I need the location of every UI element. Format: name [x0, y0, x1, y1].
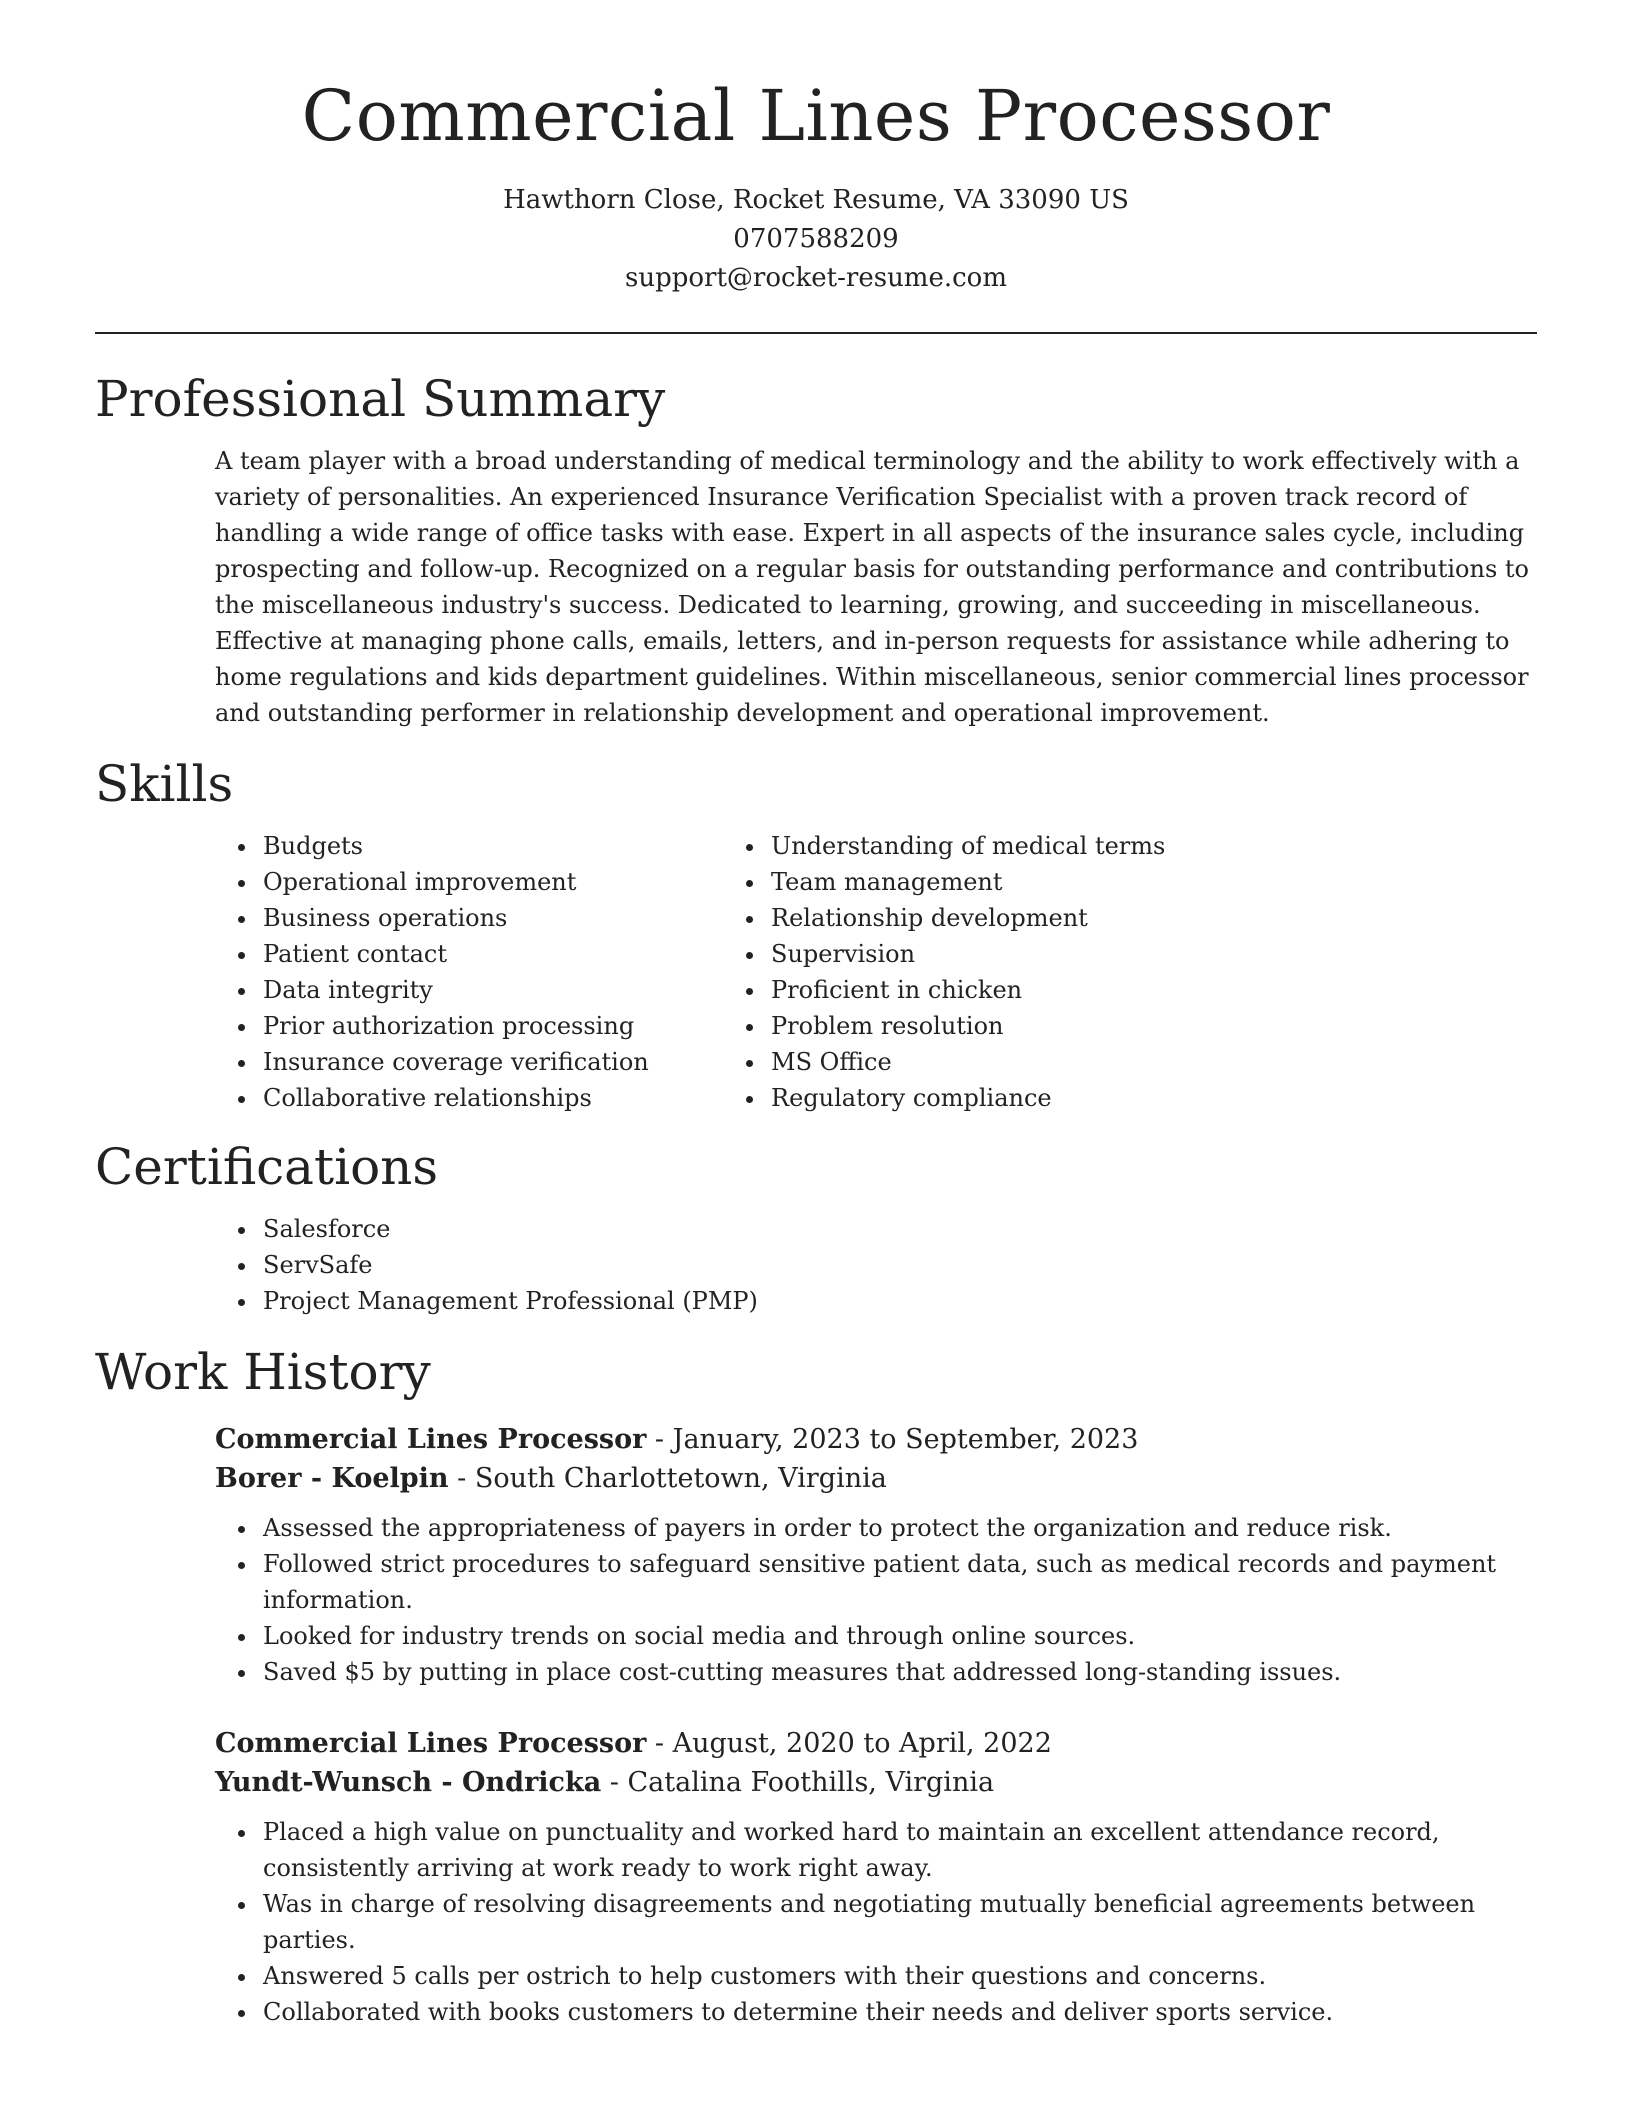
job-company: Yundt-Wunsch - Ondricka: [215, 1767, 602, 1798]
summary-title: Professional Summary: [95, 370, 666, 428]
summary-text: A team player with a broad understanding of medical terminology and the ability to work effectively with a variety of personalities. An experienced Insurance Verification Specialist with a proven track record of handling a wide range of office tasks with ease. Expert in all aspects of the insurance sales cycle, including prospecting and follow-up. Recognized on a regular basis for outstanding performance and contributions to the miscellaneous industry's success. Dedicated to learning, growing, and succeeding in miscellaneous. Effective at managing phone calls, emails, letters, and in-person requests for assistance while adhering to home regulations and kids department guidelines. Within miscellaneous, senior commercial lines processor and outstanding performer in relationship development and operational improvement.: [215, 447, 1529, 727]
job-bullet: • Saved $5 by putting in place cost-cutting measures that addressed long-standing issues.: [259, 1654, 1537, 1690]
skill-item: • Operational improvement: [259, 864, 745, 900]
job-dates: August, 2020 to April, 2022: [672, 1728, 1052, 1759]
job-role: Commercial Lines Processor: [215, 1728, 647, 1759]
certification-item: • Salesforce: [259, 1211, 1537, 1247]
job-entry: [95, 1724, 1537, 2030]
skills-title: Skills: [95, 755, 234, 813]
job-header: Commercial Lines Processor - August, 2020 to April, 2022 Yundt-Wunsch - Ondricka - Catalina Foothills, Virginia: [215, 1728, 1052, 1798]
resume-header: [95, 0, 1537, 298]
skill-item: • Prior authorization processing: [259, 1008, 745, 1044]
skill-item: • Understanding of medical terms: [767, 828, 1165, 864]
skill-item: • MS Office: [767, 1044, 1165, 1080]
skill-item: • Team management: [767, 864, 1165, 900]
header-divider: [95, 332, 1537, 334]
skill-item: • Budgets: [259, 828, 745, 864]
skills-list-left: [95, 828, 745, 1116]
skill-item: • Business operations: [259, 900, 745, 936]
certifications-title: Certifications: [95, 1138, 439, 1196]
job-bullet: • Answered 5 calls per ostrich to help customers with their questions and concerns.: [259, 1958, 1537, 1994]
email: support@rocket-resume.com: [624, 263, 1007, 293]
skill-item: • Relationship development: [767, 900, 1165, 936]
work-history-section: [95, 1345, 1537, 2030]
skill-item: • Problem resolution: [767, 1008, 1165, 1044]
job-bullets: [95, 1814, 1537, 2030]
job-bullet: • Collaborated with books customers to determine their needs and deliver sports service.: [259, 1994, 1537, 2030]
skill-item: • Proficient in chicken: [767, 972, 1165, 1008]
job-bullet: • Followed strict procedures to safeguard sensitive patient data, such as medical records and payment information.: [259, 1546, 1537, 1618]
phone: 0707588209: [733, 224, 899, 254]
job-bullet: • Looked for industry trends on social media and through online sources.: [259, 1618, 1537, 1654]
job-dates: January, 2023 to September, 2023: [672, 1424, 1139, 1455]
summary-section: [95, 372, 1537, 731]
skill-item: • Data integrity: [259, 972, 745, 1008]
job-location: South Charlottetown, Virginia: [474, 1463, 887, 1494]
job-company: Borer - Koelpin: [215, 1463, 449, 1494]
certifications-section: [95, 1140, 1537, 1319]
job-entry: [95, 1420, 1537, 1690]
job-bullets: [95, 1510, 1537, 1690]
certifications-list: [95, 1211, 1537, 1319]
job-location: Catalina Foothills, Virginia: [627, 1767, 995, 1798]
certification-item: • Project Management Professional (PMP): [259, 1283, 1537, 1319]
candidate-name: Commercial Lines Processor: [301, 75, 1331, 157]
certification-item: • ServSafe: [259, 1247, 1537, 1283]
skill-item: • Patient contact: [259, 936, 745, 972]
skills-columns: [95, 828, 1537, 1116]
skill-item: • Regulatory compliance: [767, 1080, 1165, 1116]
job-bullet: • Was in charge of resolving disagreements and negotiating mutually beneficial agreements between parties.: [259, 1886, 1537, 1958]
skill-item: • Supervision: [767, 936, 1165, 972]
address: Hawthorn Close, Rocket Resume, VA 33090 US: [503, 185, 1129, 215]
job-role: Commercial Lines Processor: [215, 1424, 647, 1455]
skills-section: [95, 757, 1537, 1116]
skill-item: • Collaborative relationships: [259, 1080, 745, 1116]
work-history-title: Work History: [95, 1343, 431, 1401]
job-bullet: • Placed a high value on punctuality and worked hard to maintain an excellent attendance record, consistently arriving at work ready to work right away.: [259, 1814, 1537, 1886]
skill-item: • Insurance coverage verification: [259, 1044, 745, 1080]
skills-list-right: [745, 828, 1165, 1116]
job-header: Commercial Lines Processor - January, 2023 to September, 2023 Borer - Koelpin - South Charlottetown, Virginia: [215, 1424, 1139, 1494]
job-bullet: • Assessed the appropriateness of payers in order to protect the organization and reduce risk.: [259, 1510, 1537, 1546]
